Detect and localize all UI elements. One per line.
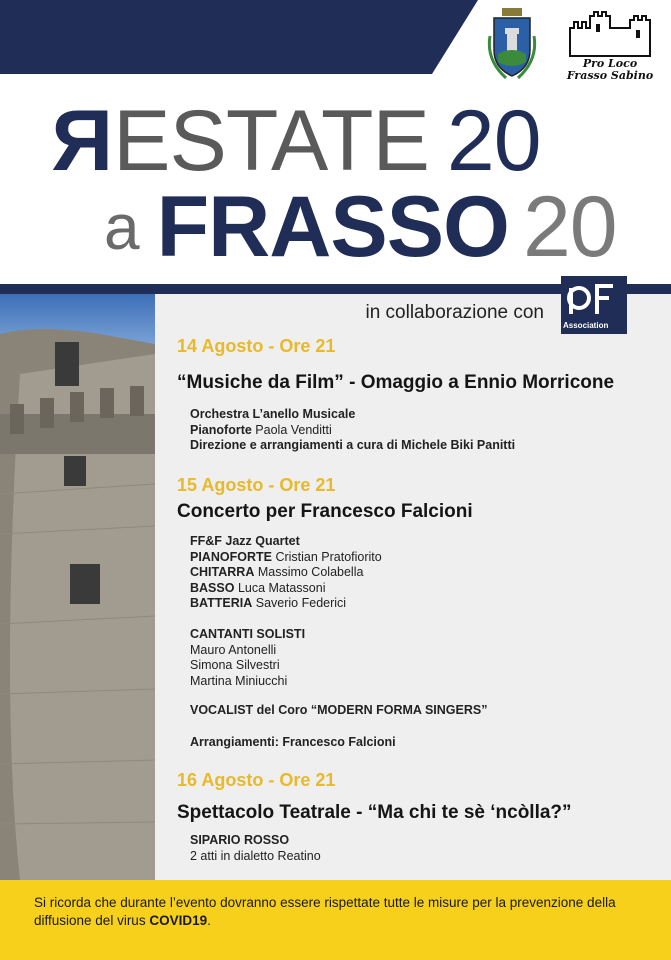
castle-photo bbox=[0, 294, 155, 880]
pf-logo-icon bbox=[561, 276, 627, 320]
event-3-description: 2 atti in dialetto Reatino bbox=[190, 848, 321, 863]
event-2-title: Concerto per Francesco Falcioni bbox=[177, 501, 473, 522]
title-reversed-letter: R bbox=[52, 93, 114, 189]
event-3-details bbox=[190, 833, 321, 864]
title-estate: ESTATE bbox=[113, 93, 429, 189]
event-2-drums-name: Saverio Federici bbox=[255, 596, 347, 610]
event-2-singers bbox=[190, 627, 305, 689]
event-1-title: “Musiche da Film” - Omaggio a Ennio Morricone bbox=[177, 372, 615, 393]
title-frasso: FRASSO bbox=[156, 179, 509, 275]
event-2-group: FF&F Jazz Quartet bbox=[190, 534, 300, 548]
event-2-guitar-name: Massimo Colabella bbox=[257, 565, 364, 579]
event-1-orchestra: Orchestra L’anello Musicale bbox=[190, 407, 356, 421]
event-2-vocalist-choir: “MODERN FORMA SINGERS” bbox=[310, 703, 488, 717]
event-2-arrangements bbox=[190, 735, 396, 751]
title-year-part-1: 20 bbox=[446, 93, 541, 189]
pf-association-label: Association bbox=[563, 321, 609, 330]
event-2-singer: Mauro Antonelli bbox=[190, 642, 277, 657]
event-1-piano-label: Pianoforte bbox=[190, 422, 252, 437]
title-line-1 bbox=[52, 93, 541, 189]
event-2-lineup bbox=[190, 534, 382, 612]
event-2-vocalist-label: VOCALIST del Coro bbox=[190, 703, 308, 717]
event-2-singer: Martina Miniucchi bbox=[190, 673, 288, 688]
footer-notice bbox=[34, 894, 654, 930]
proloco-town: Frasso Sabino bbox=[566, 69, 654, 82]
collab-text: in collaborazione con bbox=[365, 302, 544, 323]
event-2-singer: Simona Silvestri bbox=[190, 658, 280, 672]
event-1-piano-name: Paola Venditti bbox=[255, 422, 332, 437]
title-year-part-2: 20 bbox=[522, 179, 617, 275]
event-2-guitar-label: CHITARRA bbox=[190, 565, 255, 579]
header-banner bbox=[0, 0, 478, 74]
title-line-2 bbox=[104, 179, 617, 275]
event-1-direction: Direzione e arrangiamenti a cura di Michele Biki Panitti bbox=[190, 438, 516, 452]
footer-period: . bbox=[207, 913, 211, 928]
castle-icon bbox=[560, 10, 660, 60]
event-2-piano-name: Cristian Pratofiorito bbox=[275, 549, 382, 564]
event-1-date: 14 Agosto - Ore 21 bbox=[177, 336, 336, 356]
proloco-name: Pro Loco bbox=[582, 57, 638, 70]
event-2-drums-label: BATTERIA bbox=[190, 596, 253, 610]
event-2-vocalist bbox=[190, 703, 487, 719]
event-2-piano-label: PIANOFORTE bbox=[190, 549, 272, 564]
event-2-arrangements-label: Arrangiamenti: Francesco Falcioni bbox=[190, 735, 396, 749]
castle-tower-image bbox=[0, 294, 155, 880]
event-3-title: Spettacolo Teatrale - “Ma chi te sè ‘ncòlla?” bbox=[177, 802, 572, 823]
proloco-logo bbox=[560, 10, 660, 88]
event-3-date: 16 Agosto - Ore 21 bbox=[177, 770, 336, 790]
event-1-details bbox=[190, 407, 515, 454]
event-2-bass-name: Luca Matassoni bbox=[237, 580, 326, 595]
event-2-singers-label: CANTANTI SOLISTI bbox=[190, 627, 306, 641]
event-3-company: SIPARIO ROSSO bbox=[190, 833, 290, 847]
event-2-bass-label: BASSO bbox=[190, 580, 235, 595]
title-prefix: a bbox=[104, 191, 139, 263]
footer-covid-highlight: COVID19 bbox=[149, 913, 208, 928]
municipal-crest-icon bbox=[486, 6, 538, 82]
footer-notice-text: Si ricorda che durante l’evento dovranno essere rispettate tutte le misure per la prevenzione della diffusione del virus bbox=[34, 895, 616, 928]
event-2-date: 15 Agosto - Ore 21 bbox=[177, 475, 336, 495]
pf-association-logo bbox=[561, 276, 627, 334]
